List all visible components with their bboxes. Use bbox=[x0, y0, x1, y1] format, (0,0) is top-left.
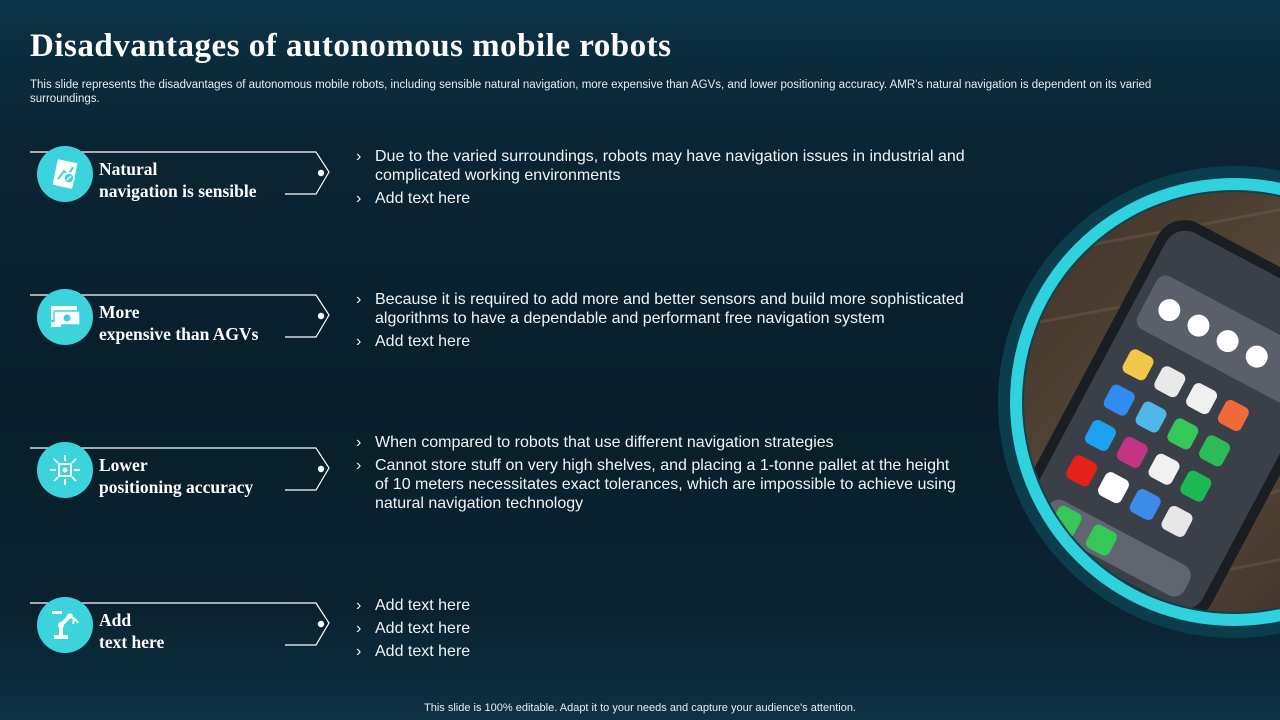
icon-circle bbox=[37, 442, 93, 498]
label-line-2: text here bbox=[99, 632, 165, 652]
item-label bbox=[99, 609, 164, 653]
icon-circle bbox=[37, 146, 93, 202]
item-label bbox=[99, 454, 253, 498]
icon-circle bbox=[37, 597, 93, 653]
label-line-2: navigation is sensible bbox=[99, 181, 257, 201]
robotic-arm-icon bbox=[48, 608, 82, 642]
disadvantage-row-3 bbox=[0, 434, 980, 552]
item-label bbox=[99, 158, 257, 202]
label-line-1: Natural bbox=[99, 159, 158, 179]
bullet-list bbox=[356, 147, 966, 212]
label-line-1: Lower bbox=[99, 455, 148, 475]
slide-subtitle: This slide represents the disadvantages of autonomous mobile robots, including sensible natural navigation, more expensive than AGVs, and lower positioning accuracy. AMR's natural navigation is dependent on its varied surroundings. bbox=[30, 79, 1152, 105]
disadvantage-row-1 bbox=[0, 146, 980, 256]
smartphone-photo bbox=[998, 166, 1280, 638]
bullet-item: › Add text here bbox=[356, 642, 966, 661]
icon-circle bbox=[37, 289, 93, 345]
bullet-list bbox=[356, 433, 966, 517]
disadvantage-row-4 bbox=[0, 597, 980, 707]
item-label bbox=[99, 301, 258, 345]
bullet-item: › Because it is required to add more and better sensors and build more sophisticated algorithms to have a dependable and performant free navigation system bbox=[356, 290, 966, 328]
bullet-item: › Due to the varied surroundings, robots may have navigation issues in industrial and complicated working environments bbox=[356, 147, 966, 185]
bullet-item: › Add text here bbox=[356, 596, 966, 615]
bullet-list bbox=[356, 596, 966, 665]
label-line-2: positioning accuracy bbox=[99, 477, 254, 497]
bullet-item: › Add text here bbox=[356, 619, 966, 638]
bullet-item: › Cannot store stuff on very high shelves, and placing a 1-tonne pallet at the height of 10 meters necessitates exact tolerances, which are impossible to achieve using natural navigation technology bbox=[356, 456, 966, 513]
label-line-2: expensive than AGVs bbox=[99, 324, 259, 344]
label-line-1: More bbox=[99, 302, 140, 322]
bullet-item: › Add text here bbox=[356, 332, 966, 351]
slide-title: Disadvantages of autonomous mobile robots bbox=[30, 28, 672, 64]
bullet-item: › When compared to robots that use different navigation strategies bbox=[356, 433, 966, 452]
smartphone-image bbox=[998, 166, 1280, 638]
navigation-map-icon bbox=[48, 157, 82, 191]
target-crosshair-icon bbox=[48, 453, 82, 487]
money-icon bbox=[47, 302, 83, 332]
disadvantage-row-2 bbox=[0, 289, 980, 399]
bullet-list bbox=[356, 290, 966, 355]
bullet-item: › Add text here bbox=[356, 189, 966, 208]
label-line-1: Add bbox=[99, 610, 132, 630]
slide-footer: This slide is 100% editable. Adapt it to your needs and capture your audience's attention. bbox=[424, 702, 856, 714]
